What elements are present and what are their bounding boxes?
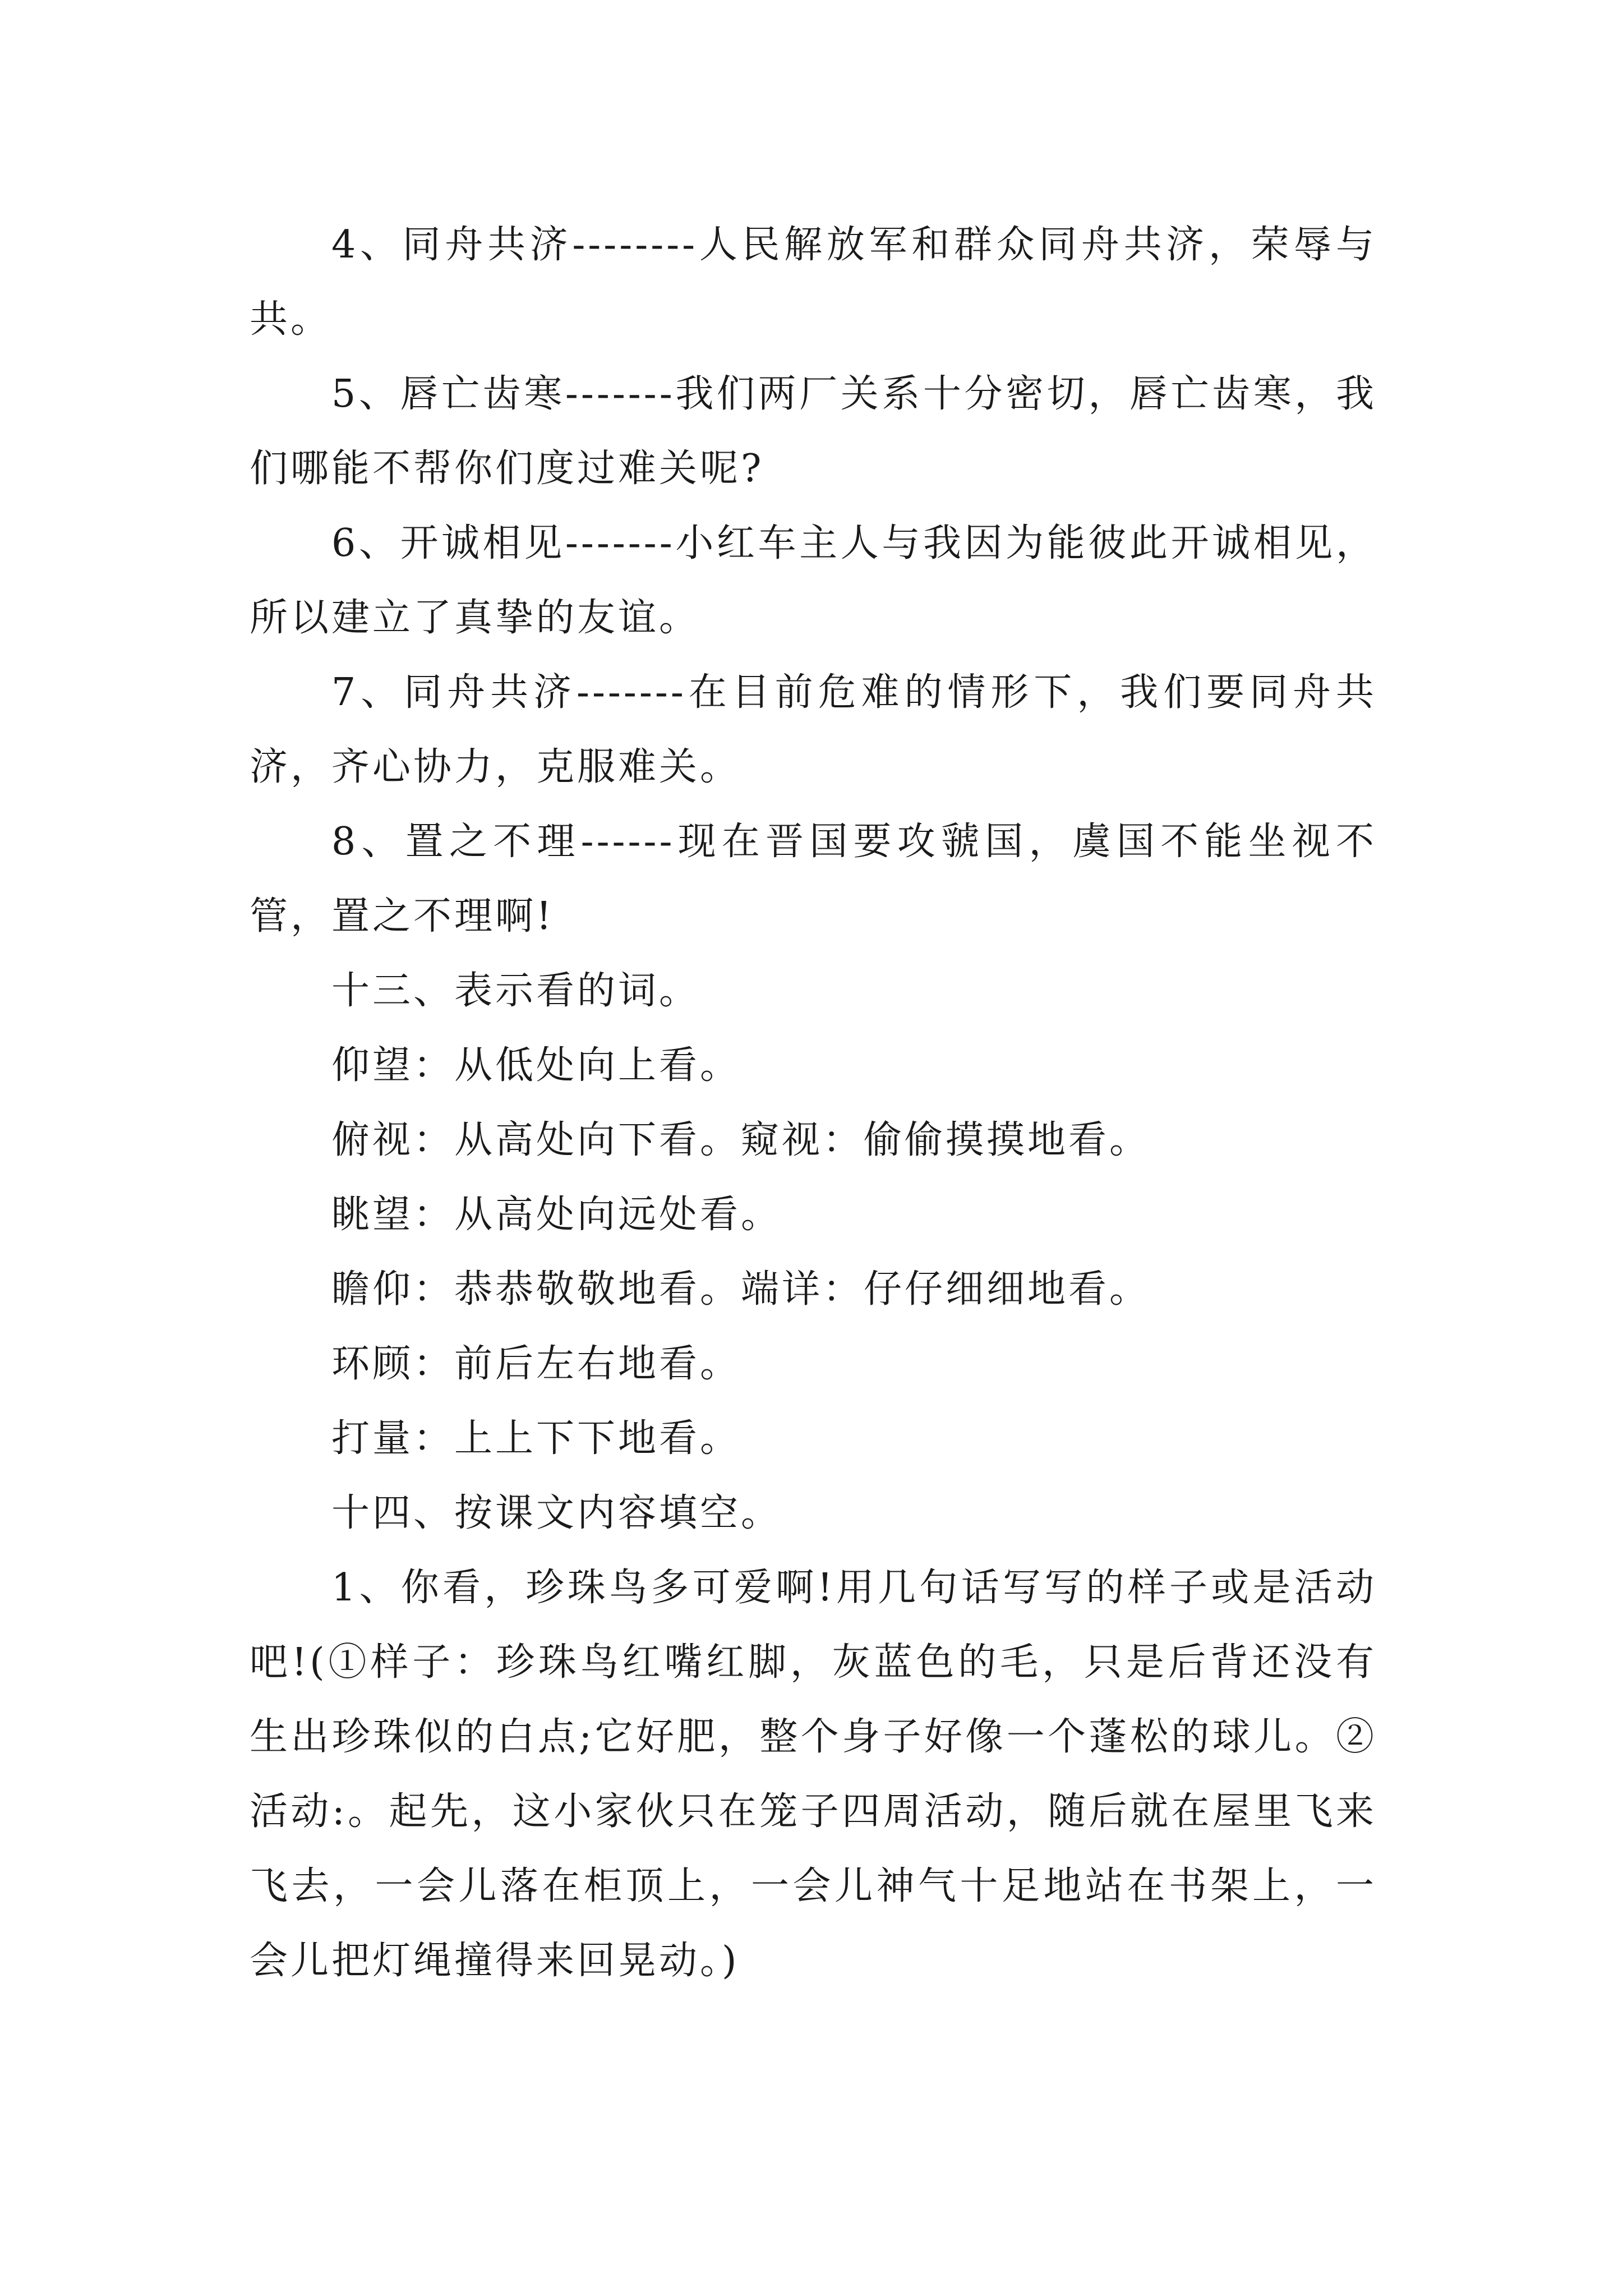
section-heading-14: 十四、按课文内容填空。 [331,1491,782,1535]
definition-huangu: 环顾：前后左右地看。 [331,1342,741,1386]
paragraph-idiom-5: 5、唇亡齿寒-------我们两厂关系十分密切，唇亡齿寒，我们哪能不帮你们度过难关呢? [250,372,1377,491]
paragraph-idiom-8: 8、置之不理------现在晋国要攻虢国，虞国不能坐视不管，置之不理啊! [250,820,1377,938]
document-body [250,208,1377,1998]
paragraph-idiom-7: 7、同舟共济-------在目前危难的情形下，我们要同舟共济，齐心协力，克服难关。 [250,670,1377,789]
paragraph-pearl-bird: 1、你看，珍珠鸟多可爱啊!用几句话写写的样子或是活动吧!(①样子：珍珠鸟红嘴红脚，灰蓝色的毛，只是后背还没有生出珍珠似的白点;它好肥，整个身子好像一个蓬松的球儿。②活动:。起先，这小家伙只在笼子四周活动，随后就在屋里飞来飞去，一会儿落在柜顶上，一会儿神气十足地站在书架上，一会儿把灯绳撞得来回晃动。) [250,1566,1377,1983]
definition-tiaowang: 眺望：从高处向远处看。 [331,1193,782,1237]
definition-daliang: 打量：上上下下地看。 [331,1416,741,1461]
definition-fushi-kuishi: 俯视：从高处向下看。窥视：偷偷摸摸地看。 [331,1118,1151,1162]
paragraph-idiom-4: 4、同舟共济--------人民解放军和群众同舟共济，荣辱与共。 [250,223,1377,342]
definition-yangwang: 仰望：从低处向上看。 [331,1043,741,1088]
definition-zhanyang-duanxiang: 瞻仰：恭恭敬敬地看。端详：仔仔细细地看。 [331,1267,1151,1312]
section-heading-13: 十三、表示看的词。 [331,969,700,1013]
paragraph-idiom-6: 6、开诚相见-------小红车主人与我因为能彼此开诚相见，所以建立了真挚的友谊。 [250,521,1377,640]
